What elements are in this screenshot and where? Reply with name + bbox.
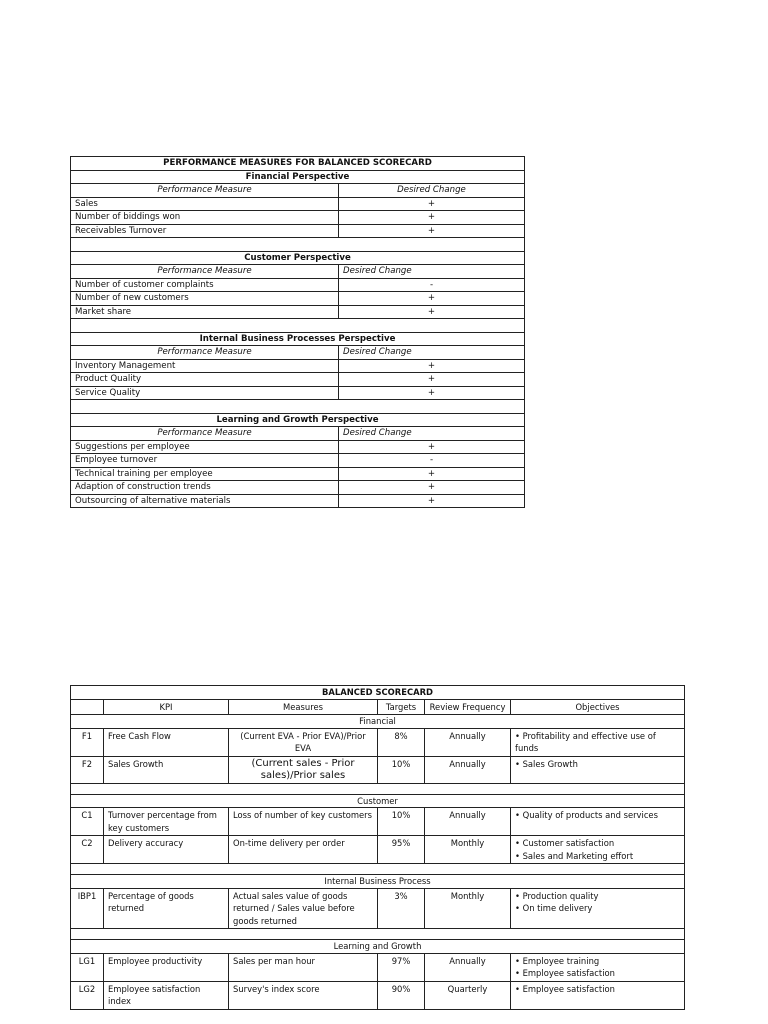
kpi-target: 10% <box>378 808 425 836</box>
kpi-name: Sales Growth <box>104 756 229 783</box>
kpi-code: F1 <box>71 728 104 756</box>
column-header-code <box>71 699 104 715</box>
spacer-cell <box>71 238 525 252</box>
change-cell: + <box>339 197 525 211</box>
column-header-targets: Targets <box>378 699 425 715</box>
section-heading: Learning and Growth <box>71 940 685 954</box>
section-heading: Internal Business Processes Perspective <box>71 332 525 346</box>
kpi-measure: (Current sales - Prior sales)/Prior sales <box>229 756 378 783</box>
change-cell: - <box>339 278 525 292</box>
objective-item: • Sales and Marketing effort <box>515 850 680 863</box>
kpi-code: C1 <box>71 808 104 836</box>
measure-cell: Service Quality <box>71 386 339 400</box>
column-header-review: Review Frequency <box>425 699 511 715</box>
objective-item: • Employee satisfaction <box>515 983 680 996</box>
spacer-cell <box>71 400 525 414</box>
kpi-review: Annually <box>425 808 511 836</box>
table-row <box>71 278 525 292</box>
table-row <box>71 467 525 481</box>
section-heading: Customer Perspective <box>71 251 525 265</box>
table-row <box>71 305 525 319</box>
spacer-cell <box>71 319 525 333</box>
kpi-measure: (Current EVA - Prior EVA)/Prior EVA <box>229 728 378 756</box>
kpi-review: Monthly <box>425 888 511 929</box>
measure-cell: Technical training per employee <box>71 467 339 481</box>
measure-cell: Suggestions per employee <box>71 440 339 454</box>
change-cell: + <box>339 373 525 387</box>
measure-cell: Product Quality <box>71 373 339 387</box>
column-header-change: Desired Change <box>339 184 525 198</box>
objective-item: • Profitability and effective use of funds <box>515 730 680 755</box>
kpi-target: 8% <box>378 728 425 756</box>
spacer-row <box>71 864 685 875</box>
measure-cell: Number of new customers <box>71 292 339 306</box>
kpi-objectives <box>511 981 685 1009</box>
kpi-name: Employee productivity <box>104 953 229 981</box>
kpi-review: Monthly <box>425 836 511 864</box>
spacer-cell <box>71 783 685 794</box>
table-row <box>71 953 685 981</box>
change-cell: + <box>339 440 525 454</box>
measure-cell: Outsourcing of alternative materials <box>71 494 339 508</box>
table-row <box>71 888 685 929</box>
change-cell: + <box>339 386 525 400</box>
change-cell: + <box>339 292 525 306</box>
objective-item: • Production quality <box>515 890 680 903</box>
column-header-objectives: Objectives <box>511 699 685 715</box>
spacer-row <box>71 238 525 252</box>
kpi-code: IBP1 <box>71 888 104 929</box>
kpi-code: C2 <box>71 836 104 864</box>
kpi-objectives <box>511 728 685 756</box>
change-cell: + <box>339 359 525 373</box>
kpi-measure: Actual sales value of goods returned / Sales value before goods returned <box>229 888 378 929</box>
measure-cell: Inventory Management <box>71 359 339 373</box>
kpi-measure: On-time delivery per order <box>229 836 378 864</box>
table-row <box>71 373 525 387</box>
measure-cell: Market share <box>71 305 339 319</box>
table-title: PERFORMANCE MEASURES FOR BALANCED SCORECARD <box>71 157 525 171</box>
change-cell: + <box>339 467 525 481</box>
table-row <box>71 454 525 468</box>
table-row <box>71 386 525 400</box>
change-cell: + <box>339 224 525 238</box>
column-header-measure: Performance Measure <box>71 184 339 198</box>
objective-item: • Sales Growth <box>515 758 680 771</box>
section-heading: Customer <box>71 794 685 808</box>
header-row <box>71 699 685 715</box>
measure-cell: Employee turnover <box>71 454 339 468</box>
measure-cell: Number of biddings won <box>71 211 339 225</box>
measure-cell: Adaption of construction trends <box>71 481 339 495</box>
kpi-objectives <box>511 888 685 929</box>
table-row <box>71 981 685 1009</box>
spacer-row <box>71 400 525 414</box>
column-header-measure: Performance Measure <box>71 427 339 441</box>
section-heading: Internal Business Process <box>71 875 685 889</box>
section-heading: Financial Perspective <box>71 170 525 184</box>
change-cell: + <box>339 494 525 508</box>
kpi-target: 95% <box>378 836 425 864</box>
kpi-code: LG1 <box>71 953 104 981</box>
kpi-target: 90% <box>378 981 425 1009</box>
kpi-measure: Loss of number of key customers <box>229 808 378 836</box>
kpi-target: 97% <box>378 953 425 981</box>
column-header-change: Desired Change <box>339 265 525 279</box>
measure-cell: Number of customer complaints <box>71 278 339 292</box>
kpi-review: Annually <box>425 953 511 981</box>
table-row <box>71 211 525 225</box>
change-cell: - <box>339 454 525 468</box>
kpi-name: Delivery accuracy <box>104 836 229 864</box>
kpi-name: Employee satisfaction index <box>104 981 229 1009</box>
kpi-objectives <box>511 808 685 836</box>
kpi-review: Annually <box>425 756 511 783</box>
spacer-row <box>71 319 525 333</box>
kpi-measure: Survey's index score <box>229 981 378 1009</box>
table-row <box>71 224 525 238</box>
kpi-name: Turnover percentage from key customers <box>104 808 229 836</box>
spacer-cell <box>71 929 685 940</box>
column-header-measures: Measures <box>229 699 378 715</box>
column-header-change: Desired Change <box>339 346 525 360</box>
balanced-scorecard-table <box>70 685 685 1010</box>
kpi-review: Annually <box>425 728 511 756</box>
table-row <box>71 359 525 373</box>
table-row <box>71 440 525 454</box>
table-row <box>71 494 525 508</box>
table-row <box>71 728 685 756</box>
column-header-kpi: KPI <box>104 699 229 715</box>
change-cell: + <box>339 305 525 319</box>
change-cell: + <box>339 211 525 225</box>
kpi-name: Free Cash Flow <box>104 728 229 756</box>
kpi-objectives <box>511 756 685 783</box>
column-header-measure: Performance Measure <box>71 346 339 360</box>
kpi-code: LG2 <box>71 981 104 1009</box>
column-header-measure: Performance Measure <box>71 265 339 279</box>
spacer-row <box>71 783 685 794</box>
table-row <box>71 197 525 211</box>
objective-item: • Employee satisfaction <box>515 967 680 980</box>
table-row <box>71 836 685 864</box>
objective-item: • Quality of products and services <box>515 809 680 822</box>
kpi-target: 3% <box>378 888 425 929</box>
measure-cell: Sales <box>71 197 339 211</box>
kpi-code: F2 <box>71 756 104 783</box>
kpi-review: Quarterly <box>425 981 511 1009</box>
kpi-objectives <box>511 953 685 981</box>
table-row <box>71 756 685 783</box>
kpi-target: 10% <box>378 756 425 783</box>
objective-item: • On time delivery <box>515 902 680 915</box>
table-row <box>71 292 525 306</box>
kpi-name: Percentage of goods returned <box>104 888 229 929</box>
objective-item: • Employee training <box>515 955 680 968</box>
kpi-measure: Sales per man hour <box>229 953 378 981</box>
spacer-cell <box>71 864 685 875</box>
kpi-objectives <box>511 836 685 864</box>
change-cell: + <box>339 481 525 495</box>
objective-item: • Customer satisfaction <box>515 837 680 850</box>
measure-cell: Receivables Turnover <box>71 224 339 238</box>
table-row <box>71 481 525 495</box>
performance-measures-table <box>70 156 525 508</box>
column-header-change: Desired Change <box>339 427 525 441</box>
table-title: BALANCED SCORECARD <box>71 686 685 700</box>
spacer-row <box>71 929 685 940</box>
section-heading: Financial <box>71 715 685 729</box>
table-row <box>71 808 685 836</box>
section-heading: Learning and Growth Perspective <box>71 413 525 427</box>
